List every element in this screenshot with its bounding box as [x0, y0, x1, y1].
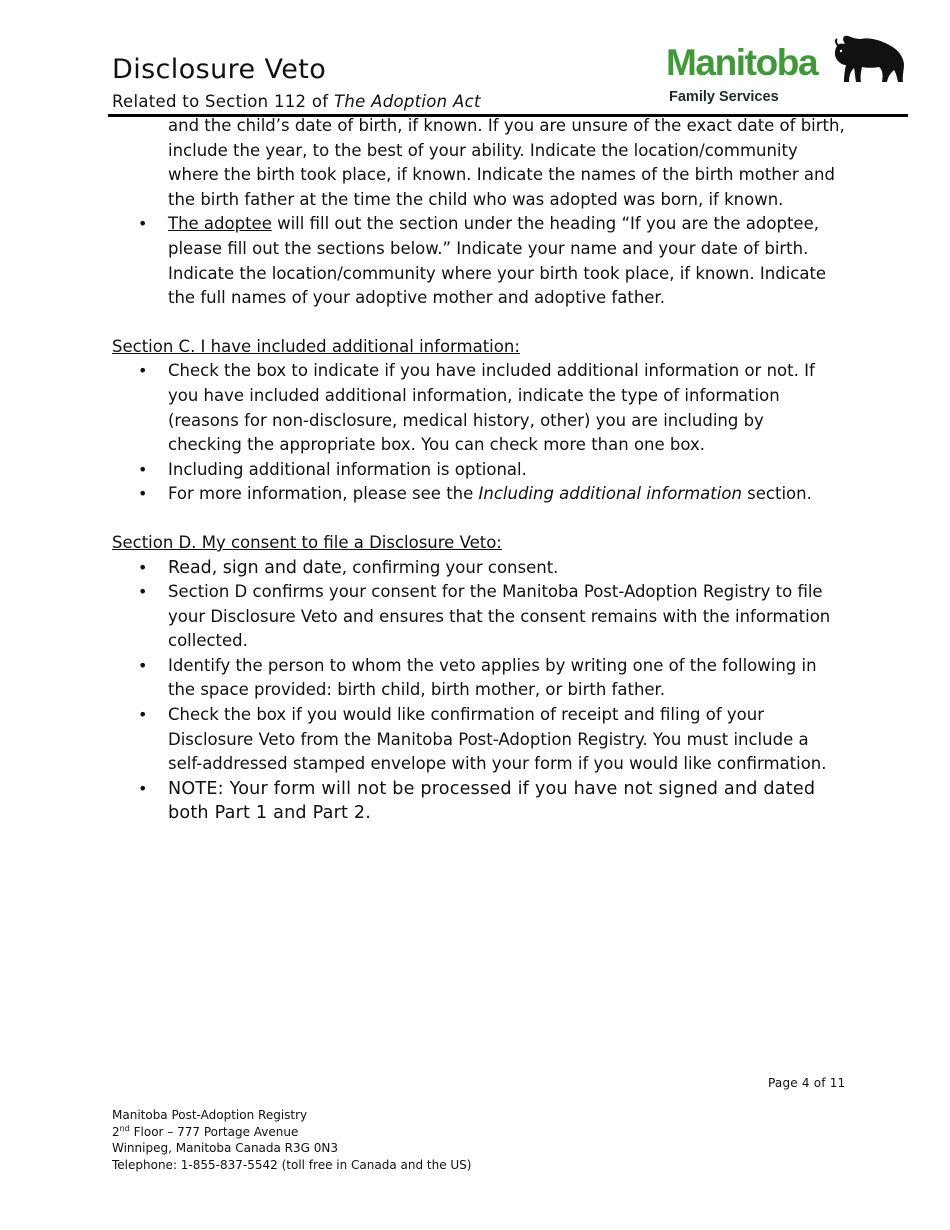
subtitle-prefix: Related to Section 112 of — [112, 92, 334, 111]
list-item-text: , confirming your consent. — [341, 557, 559, 577]
footer-line: Winnipeg, Manitoba Canada R3G 0N3 — [112, 1141, 339, 1155]
list-item — [112, 212, 842, 310]
text-line: the birth father at the time the child who was adopted was born, if known. — [168, 189, 784, 209]
page-number: Page 4 of 11 — [768, 1076, 846, 1090]
text-line: where the birth took place, if known. Indicate the names of the birth mother and — [168, 165, 835, 185]
logo-subtitle: Family Services — [669, 89, 779, 105]
list-item — [112, 556, 842, 581]
list-item-text: Check the box if you would like confirmation of receipt and filing of your Disclosure Veto from the Manitoba Post-Adoption Registry. You must include a self-addressed stamped envelope with your form if you would like confirmation. — [168, 705, 827, 774]
footer-line: Manitoba Post-Adoption Registry — [112, 1108, 308, 1122]
bullet-icon: • — [138, 705, 148, 725]
list-item — [112, 703, 842, 777]
act-name: The Adoption Act — [333, 92, 481, 111]
bullet-icon: • — [138, 459, 148, 479]
page-header — [0, 0, 950, 120]
bullet-icon: • — [138, 778, 148, 798]
list-item — [112, 482, 842, 507]
list-item — [112, 458, 842, 483]
list-item-text: Section D confirms your consent for the Manitoba Post-Adoption Registry to file your Disclosure Veto and ensures that the consent remains with the information collected. — [168, 582, 831, 651]
instructions-body — [112, 114, 845, 826]
text-line: and the child’s date of birth, if known. If you are unsure of the exact date of birth, — [168, 116, 845, 135]
bullet-icon: • — [138, 484, 148, 504]
list-item-text: Identify the person to whom the veto applies by writing one of the following in the space provided: birth child, birth mother, or birth father. — [168, 655, 817, 700]
floor-number: 2 — [112, 1124, 120, 1139]
note-text: NOTE: Your form will not be processed if you have not signed and dated both Part 1 and Part 2. — [168, 778, 816, 824]
text-line: the full names of your adoptive mother and adoptive father. — [168, 288, 665, 308]
footer-line: Telephone: 1-855-837-5542 (toll free in Canada and the US) — [112, 1157, 472, 1172]
section-b-list — [112, 212, 842, 310]
page-title: Disclosure Veto — [112, 54, 327, 85]
section-c-heading: Section C. I have included additional information: — [112, 336, 520, 356]
logo-wordmark: Manitoba — [666, 42, 818, 83]
text-line: please fill out the sections below.” Indicate your name and your date of birth. — [168, 238, 809, 258]
text-line: include the year, to the best of your ability. Indicate the location/community — [168, 140, 798, 160]
list-item-text: Read, sign and date — [168, 557, 342, 578]
text-line: Indicate the location/community where your birth took place, if known. Indicate — [168, 263, 827, 283]
bullet-icon: • — [138, 214, 148, 234]
bullet-icon: • — [138, 582, 148, 602]
list-item-text: section. — [741, 484, 812, 504]
list-item — [112, 359, 842, 457]
page-subtitle — [112, 92, 481, 112]
bullet-icon: • — [138, 361, 148, 381]
adoptee-text: will fill out the section under the heading “If you are the adoptee, — [271, 214, 819, 234]
adoptee-label: The adoptee — [168, 214, 272, 234]
bullet-icon: • — [138, 557, 148, 577]
list-item — [112, 654, 842, 703]
bullet-icon: • — [138, 655, 148, 675]
section-reference: Including additional information — [478, 484, 742, 504]
section-d-heading: Section D. My consent to file a Disclosure Veto: — [112, 532, 502, 552]
list-item-text: For more information, please see the — [168, 484, 479, 504]
bison-icon — [831, 34, 909, 84]
list-item-text: Check the box to indicate if you have included additional information or not. If you have included additional information, indicate the type of information (reasons for non-disclosure, medical history, other) you are including by checking the appropriate box. You can check more than one box. — [168, 361, 815, 455]
section-b-continuation — [112, 114, 845, 212]
manitoba-logo — [666, 34, 910, 110]
section-d-list — [112, 556, 842, 827]
list-item-text: Including additional information is optional. — [168, 459, 527, 479]
list-item — [112, 580, 842, 654]
section-c-list — [112, 359, 842, 507]
floor-suffix: nd — [119, 1123, 130, 1133]
footer-line — [112, 1124, 471, 1141]
list-item — [112, 777, 842, 826]
address-text: Floor – 777 Portage Avenue — [129, 1124, 299, 1139]
page-footer — [112, 1107, 471, 1173]
